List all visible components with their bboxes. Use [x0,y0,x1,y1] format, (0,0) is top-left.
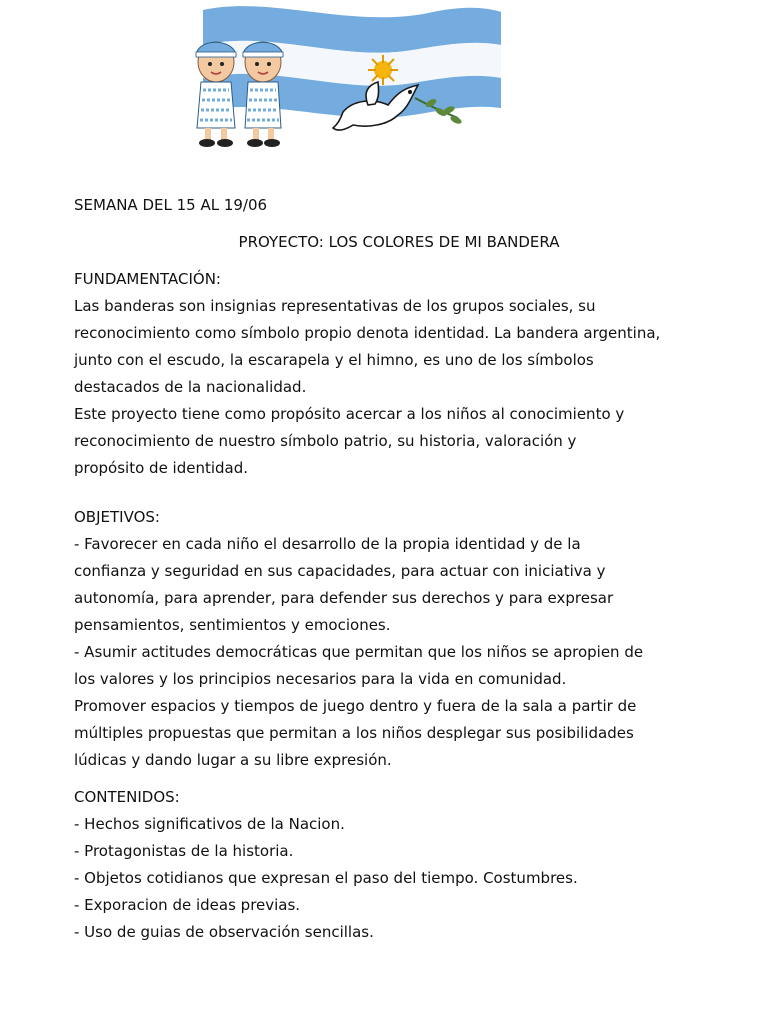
paragraph-line: pensamientos, sentimientos y emociones. [74,616,391,634]
paragraph-line: Las banderas son insignias representativas de los grupos sociales, su [74,297,596,315]
project-title: PROYECTO: LOS COLORES DE MI BANDERA [238,233,560,251]
fundamentacion-section [74,266,724,482]
paragraph-line: lúdicas y dando lugar a su libre expresión. [74,751,392,769]
list-item: - Uso de guias de observación sencillas. [74,923,374,941]
paragraph-line: Este proyecto tiene como propósito acercar a los niños al conocimiento y [74,405,625,423]
paragraph-line: junto con el escudo, la escarapela y el himno, es uno de los símbolos [74,351,594,369]
paragraph-line: - Favorecer en cada niño el desarrollo de la propia identidad y de la [74,535,581,553]
header-illustration [183,0,505,155]
contenidos-heading: CONTENIDOS: [74,788,180,806]
list-item: - Objetos cotidianos que expresan el paso del tiempo. Costumbres. [74,869,578,887]
document-body [74,192,724,946]
paragraph-line: confianza y seguridad en sus capacidades, para actuar con iniciativa y [74,562,606,580]
paragraph-line: múltiples propuestas que permitan a los niños desplegar sus posibilidades [74,724,634,742]
paragraph-line: los valores y los principios necesarios para la vida en comunidad. [74,670,567,688]
contenidos-section [74,784,724,946]
list-item: - Protagonistas de la historia. [74,842,294,860]
paragraph-line: autonomía, para aprender, para defender sus derechos y para expresar [74,589,614,607]
paragraph-line: reconocimiento de nuestro símbolo patrio, su historia, valoración y [74,432,577,450]
paragraph-line: propósito de identidad. [74,459,249,477]
list-item: - Exporacion de ideas previas. [74,896,301,914]
paragraph-line: reconocimiento como símbolo propio denota identidad. La bandera argentina, [74,324,661,342]
objetivos-section [74,504,724,774]
paragraph-line: Promover espacios y tiempos de juego dentro y fuera de la sala a partir de [74,697,637,715]
objetivos-heading: OBJETIVOS: [74,508,160,526]
paragraph-line: destacados de la nacionalidad. [74,378,307,396]
list-item: - Hechos significativos de la Nacion. [74,815,345,833]
paragraph-line: - Asumir actitudes democráticas que permitan que los niños se apropien de [74,643,644,661]
week-label: SEMANA DEL 15 AL 19/06 [74,196,268,214]
sun-of-may-icon [368,55,398,85]
fundamentacion-heading: FUNDAMENTACIÓN: [74,270,221,288]
